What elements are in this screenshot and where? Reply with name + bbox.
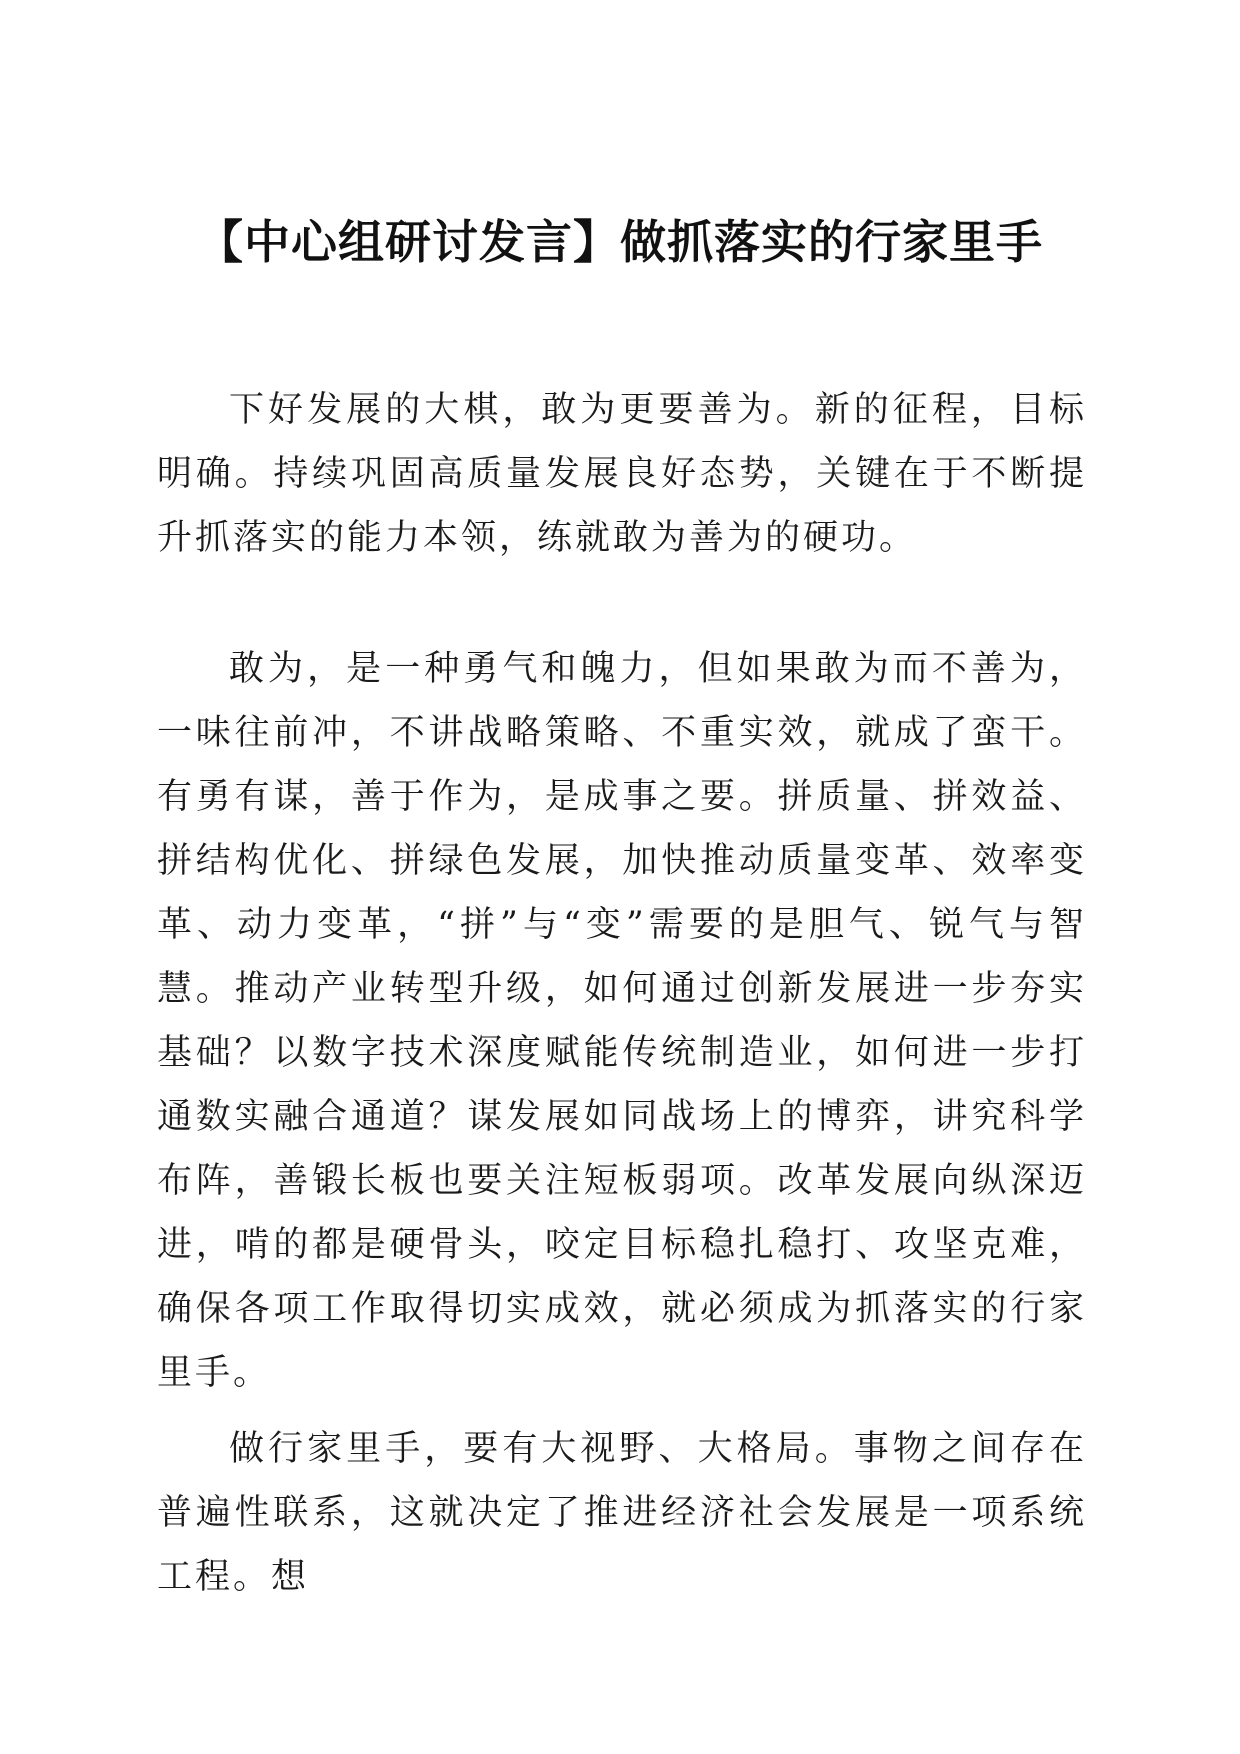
paragraph-2: 敢为，是一种勇气和魄力，但如果敢为而不善为，一味往前冲，不讲战略策略、不重实效，就成了蛮干。有勇有谋，善于作为，是成事之要。拼质量、拼效益、拼结构优化、拼绿色发展，加快推动质量变革、效率变革、动力变革，“拼”与“变”需要的是胆气、锐气与智慧。推动产业转型升级，如何通过创新发展进一步夯实基础？以数字技术深度赋能传统制造业，如何进一步打通数实融合通道？谋发展如同战场上的博弈，讲究科学布阵，善锻长板也要关注短板弱项。改革发展向纵深迈进，啃的都是硬骨头，咬定目标稳扎稳打、攻坚克难，确保各项工作取得切实成效，就必须成为抓落实的行家里手。 (157, 649, 1087, 1393)
document-title: 【中心组研讨发言】做抓落实的行家里手 (197, 215, 1043, 269)
paragraph-3: 做行家里手，要有大视野、大格局。事物之间存在普遍性联系，这就决定了推进经济社会发展是一项系统工程。想 (157, 1429, 1087, 1597)
paragraph-1: 下好发展的大棋，敢为更要善为。新的征程，目标明确。持续巩固高质量发展良好态势，关键在于不断提升抓落实的能力本领，练就敢为善为的硬功。 (157, 390, 1087, 558)
